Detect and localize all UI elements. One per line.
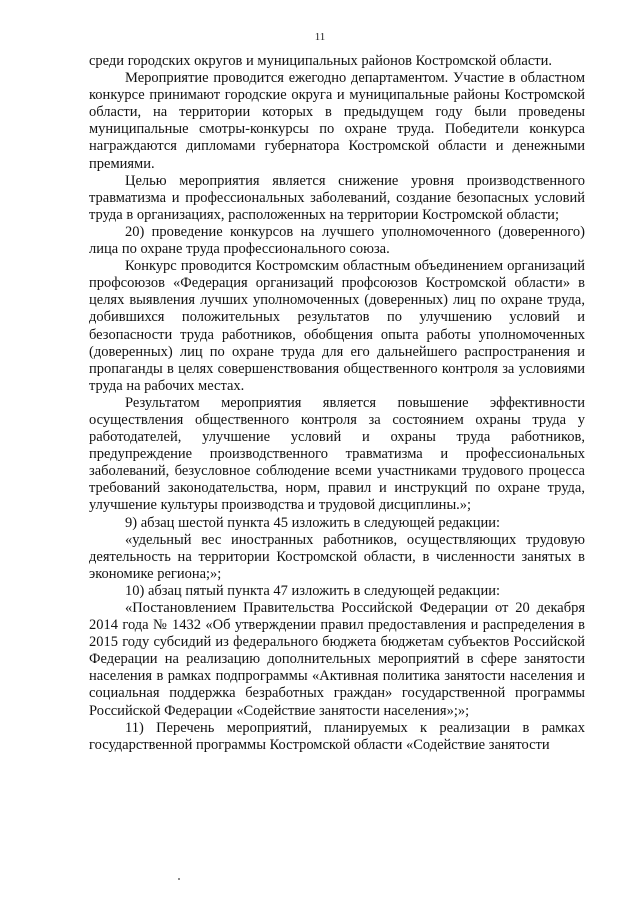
paragraph-amendment-10: 10) абзац пятый пункта 47 изложить в следующей редакции: — [125, 582, 500, 599]
paragraph-contest-goal: Целью мероприятия является снижение уровня производственного травматизма и профессиональных заболеваний, создание безопасных условий труда в организациях, расположенных на территории Костромской области; — [89, 172, 585, 223]
paragraph-item-20: 20) проведение конкурсов на лучшего уполномоченного (доверенного) лица по охране труда профессионального союза. — [89, 223, 585, 258]
page-number: 11 — [314, 31, 326, 43]
paragraph-result: Результатом мероприятия является повышение эффективности осуществления общественного контроля за состоянием охраны труда у работодателей, улучшение условий и охраны труда работников, предупреждение производственного травматизма и профессиональных заболеваний, безусловное соблюдение всеми участниками трудового процесса требований законодательства, норм, правил и инструкций по охране труда, улучшение культуры производства и трудовой дисциплины.»; — [89, 394, 585, 514]
paragraph-amendment-9-text: «удельный вес иностранных работников, осуществляющих трудовую деятельность на территории Костромской области, в численности занятых в экономике региона;»; — [89, 531, 585, 582]
document-body — [89, 53, 585, 754]
scan-speck — [178, 878, 180, 880]
paragraph-amendment-9: 9) абзац шестой пункта 45 изложить в следующей редакции: — [125, 514, 501, 531]
paragraph-amendment-10-text: «Постановлением Правительства Российской Федерации от 20 декабря 2014 года № 1432 «Об утверждении правил предоставления и распределения в 2015 году субсидий из федерального бюджета бюджетам субъектов Российской Федерации на реализацию дополнительных мероприятий в сфере занятости населения в рамках подпрограммы «Активная политика занятости населения и социальная поддержка безработных граждан» государственной программы Российской Федерации «Содействие занятости населения»;»; — [89, 600, 585, 719]
paragraph-continuation: среди городских округов и муниципальных районов Костромской области. — [89, 53, 552, 69]
paragraph-union-contest: Конкурс проводится Костромским областным объединением организаций профсоюзов «Федерация организаций профсоюзов Костромской области» в целях выявления лучших уполномоченных (доверенных) лиц по охране труда, добившихся положительных результатов по улучшению условий и безопасности труда работников, обобщения опыта работы уполномоченных (доверенных) лиц по охране труда для его дальнейшего распространения и пропаганды в целях совершенствования общественного контроля за условиями труда на рабочих местах. — [89, 258, 585, 394]
paragraph-amendment-11: 11) Перечень мероприятий, планируемых к реализации в рамках государственной программы Костромской области «Содействие занятости — [89, 719, 585, 753]
paragraph-contest-description: Мероприятие проводится ежегодно департаментом. Участие в областном конкурсе принимают городские округа и муниципальные районы Костромской области, на территории которых в предыдущем году были проведены муниципальные смотры-конкурсы по охране труда. Победители конкурса награждаются дипломами губернатора Костромской области и денежными премиями. — [89, 70, 585, 172]
